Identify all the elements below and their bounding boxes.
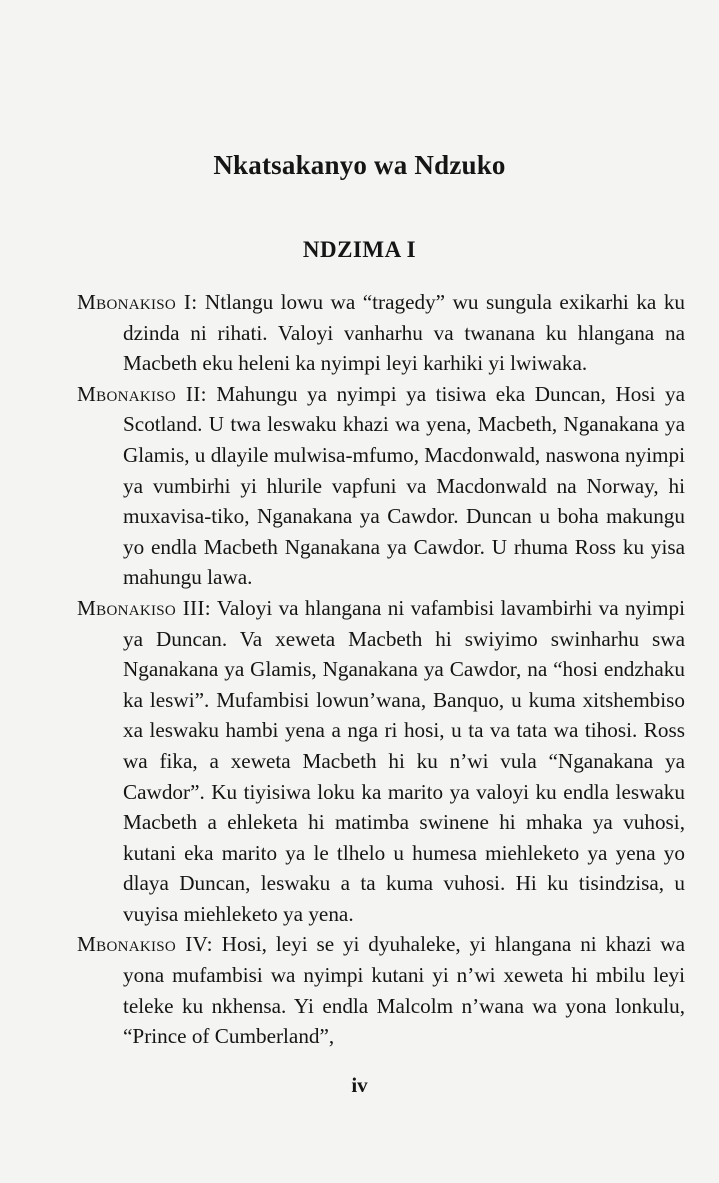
scene-entry [77, 929, 685, 1051]
scene-label: Mbonakiso I: [77, 290, 198, 314]
scene-label: Mbonakiso II: [77, 381, 207, 406]
scene-summaries [77, 287, 685, 1052]
scene-text: Mahungu ya nyimpi ya tisiwa eka Duncan, Hosi ya Scotland. U twa leswaku khazi wa yena, Macbeth, Nganakana ya Glamis, u dlayile mulwisa-mfumo, Macdonwald, naswona nyimpi ya vumbirhi yi hlurile vapfuni va Macdonwald na Norway, hi muxavisa-tiko, Nganakana ya Cawdor. Duncan u boha makungu yo endla Macbeth Nganakana ya Cawdor. U rhuma Ross ku yisa mahungu lawa. [123, 381, 686, 590]
scene-text: Valoyi va hlangana ni vafambisi lavambirhi va nyimpi ya Duncan. Va xeweta Macbeth hi swiyimo swinharhu swa Nganakana ya Glamis, Nganakana ya Cawdor, na “hosi endzhaku ka leswi”. Mufambisi lowun’wana, Banquo, u kuma xitshembiso xa leswaku hambi yena a nga ri hosi, u ta va tata wa tihosi. Ross wa fika, a xeweta Macbeth hi ku n’wi vula “Nganakana ya Cawdor”. Ku tiyisiwa loku ka marito ya valoyi ku endla leswaku Macbeth a ehleketa hi matimba swinene hi mhaka ya vuhosi, kutani eka marito ya le tlhelo u humesa miehleketo ya yena yo dlaya Duncan, leswaku a ta kuma vuhosi. Hi ku tisindzisa, u vuyisa miehleketo ya yena. [123, 595, 685, 926]
scene-text: Ntlangu lowu wa “tragedy” wu sungula exikarhi ka ku dzinda ni rihati. Valoyi vanharhu va twanana ku hlangana na Macbeth eku heleni ka nyimpi leyi karhiki yi lwiwaka. [123, 290, 686, 376]
scene-label: Mbonakiso IV: [77, 932, 213, 957]
scene-label: Mbonakiso III: [77, 595, 211, 620]
section-heading: NDZIMA I [302, 237, 417, 262]
scene-entry [77, 379, 685, 593]
page-title: Nkatsakanyo wa Ndzuko [213, 150, 506, 180]
page-number: iv [351, 1073, 368, 1097]
scene-entry [77, 287, 685, 379]
scene-text: Hosi, leyi se yi dyuhaleke, yi hlangana ni khazi wa yona mufambisi wa nyimpi kutani yi n’wi xeweta hi mbilu leyi teleke ku nkhensa. Yi endla Malcolm n’wana wa yona lonkulu, “Prince of Cumberland”, [123, 932, 685, 1049]
scene-entry [77, 593, 685, 930]
